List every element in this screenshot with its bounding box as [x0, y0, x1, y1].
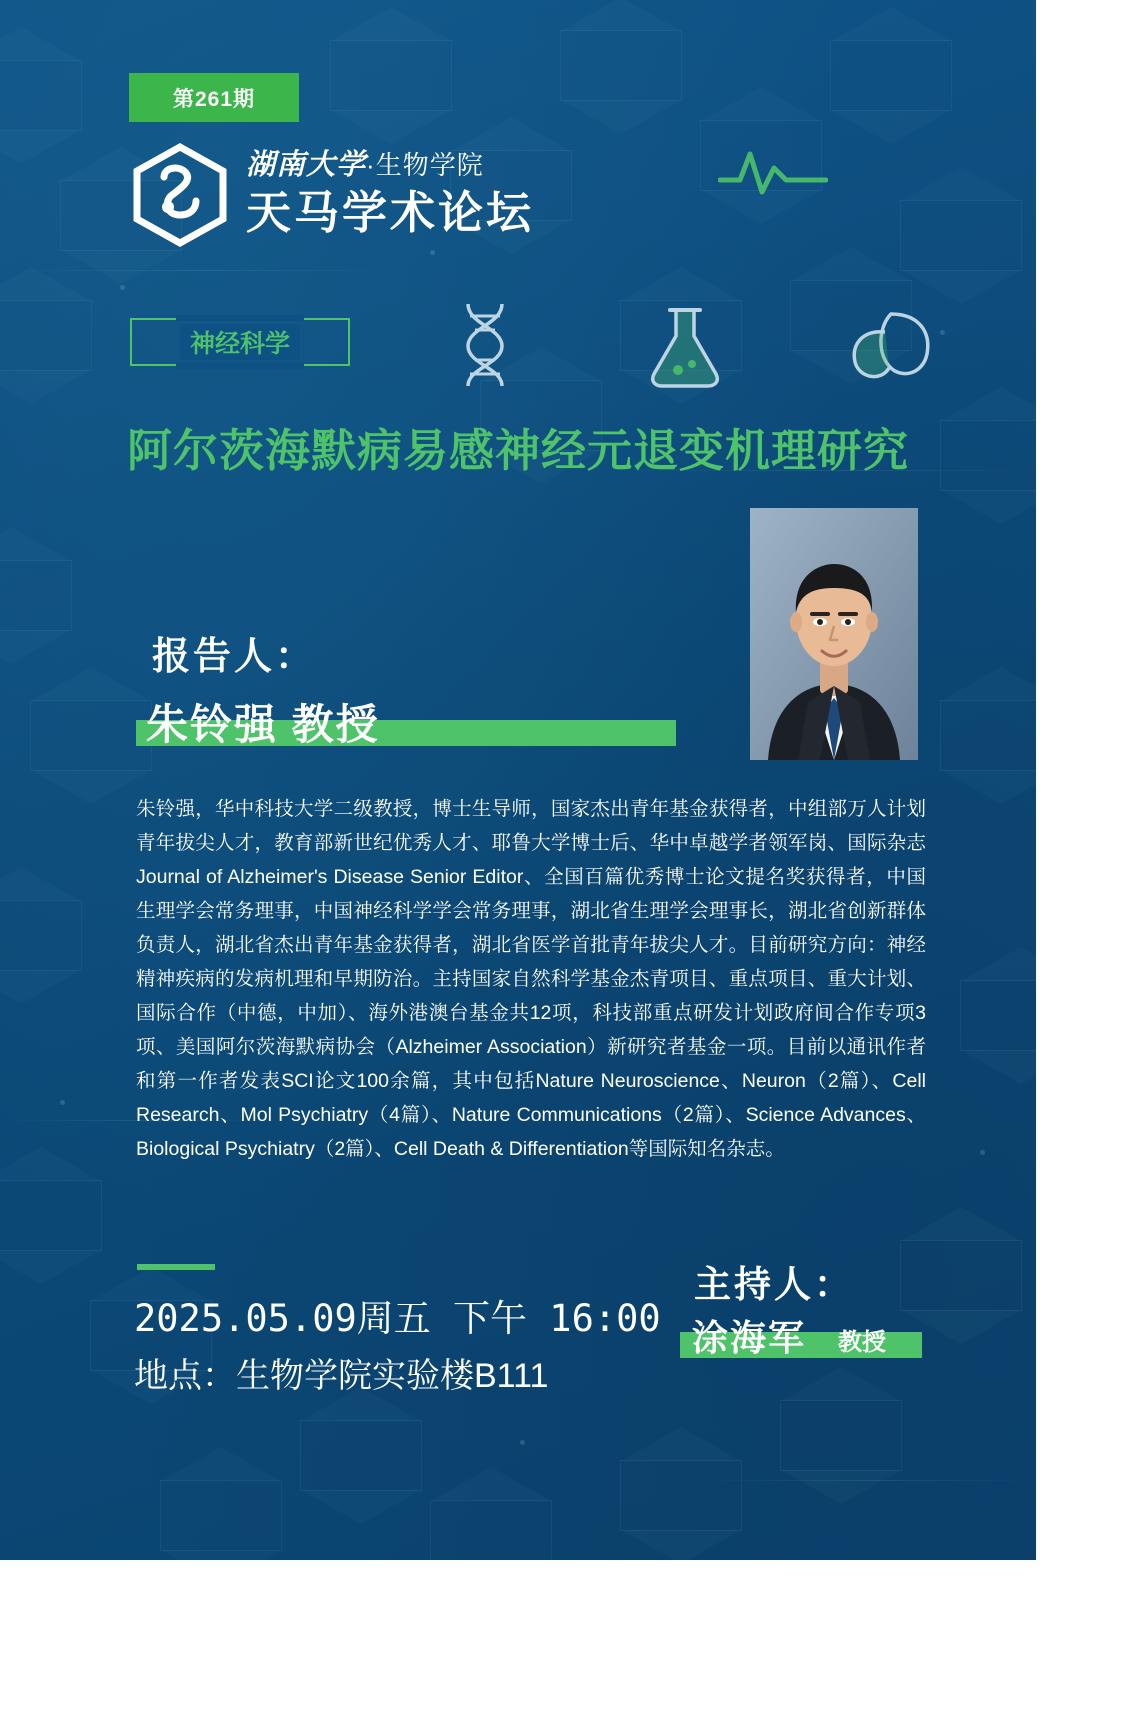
section-divider	[137, 1264, 215, 1270]
logo-university-line	[246, 146, 534, 181]
event-location: 地点：生物学院实验楼B111	[134, 1357, 549, 1395]
host-label: 主持人：	[694, 1264, 854, 1305]
speaker-label: 报告人：	[152, 636, 317, 678]
speaker-portrait	[750, 508, 918, 760]
host-name: 涂海军	[692, 1317, 807, 1358]
issue-badge: 第261期	[129, 73, 299, 122]
forum-logo	[128, 143, 534, 247]
host-name-block	[680, 1310, 922, 1364]
logo-school-name: 生物学院	[375, 149, 484, 180]
category-tag	[130, 318, 350, 366]
dna-helix-icon	[450, 300, 520, 395]
host-title: 教授	[838, 1329, 886, 1356]
category-cover-bottom	[176, 363, 304, 369]
category-cover-top	[176, 315, 304, 321]
leaf-icon	[845, 306, 935, 393]
event-datetime: 2025.05.09周五 下午 16:00	[134, 1297, 661, 1340]
flask-icon	[640, 304, 730, 395]
category-label: 神经科学	[180, 324, 300, 360]
speaker-name-block	[136, 692, 676, 754]
logo-separator: ·	[366, 149, 376, 180]
page-title: 阿尔茨海默病易感神经元退变机理研究	[126, 425, 909, 476]
hexagon-monogram-icon	[128, 143, 232, 247]
speaker-bio: 朱铃强，华中科技大学二级教授，博士生导师，国家杰出青年基金获得者，中组部万人计划青年拔尖人才，教育部新世纪优秀人才、耶鲁大学博士后、华中卓越学者领军岗、国际杂志Journal of Alzheimer's Disease Senior Editor、全国百篇优秀博士论文提名奖获得者，中国生理学会常务理事，中国神经科学学会常务理事，湖北省生理学会理事长，湖北省创新群体负责人，湖北省杰出青年基金获得者，湖北省医学首批青年拔尖人才。目前研究方向：神经精神疾病的发病机理和早期防治。主持国家自然科学基金杰青项目、重点项目、重大计划、国际合作（中德，中加）、海外港澳台基金共12项，科技部重点研发计划政府间合作专项3项、美国阿尔茨海默病协会（Alzheimer Association）新研究者基金一项。目前以通讯作者和第一作者发表SCI论文100余篇，其中包括Nature Neuroscience、Neuron（2篇）、Cell Research、Mol Psychiatry（4篇）、Nature Communications（2篇）、Science Advances、Biological Psychiatry（2篇）、Cell Death & Differentiation等国际知名杂志。	[136, 798, 926, 1160]
ecg-pulse-icon	[718, 140, 828, 205]
speaker-name: 朱铃强 教授	[146, 701, 380, 748]
logo-university-name: 湖南大学	[246, 146, 367, 181]
logo-forum-name: 天马学术论坛	[246, 186, 535, 238]
